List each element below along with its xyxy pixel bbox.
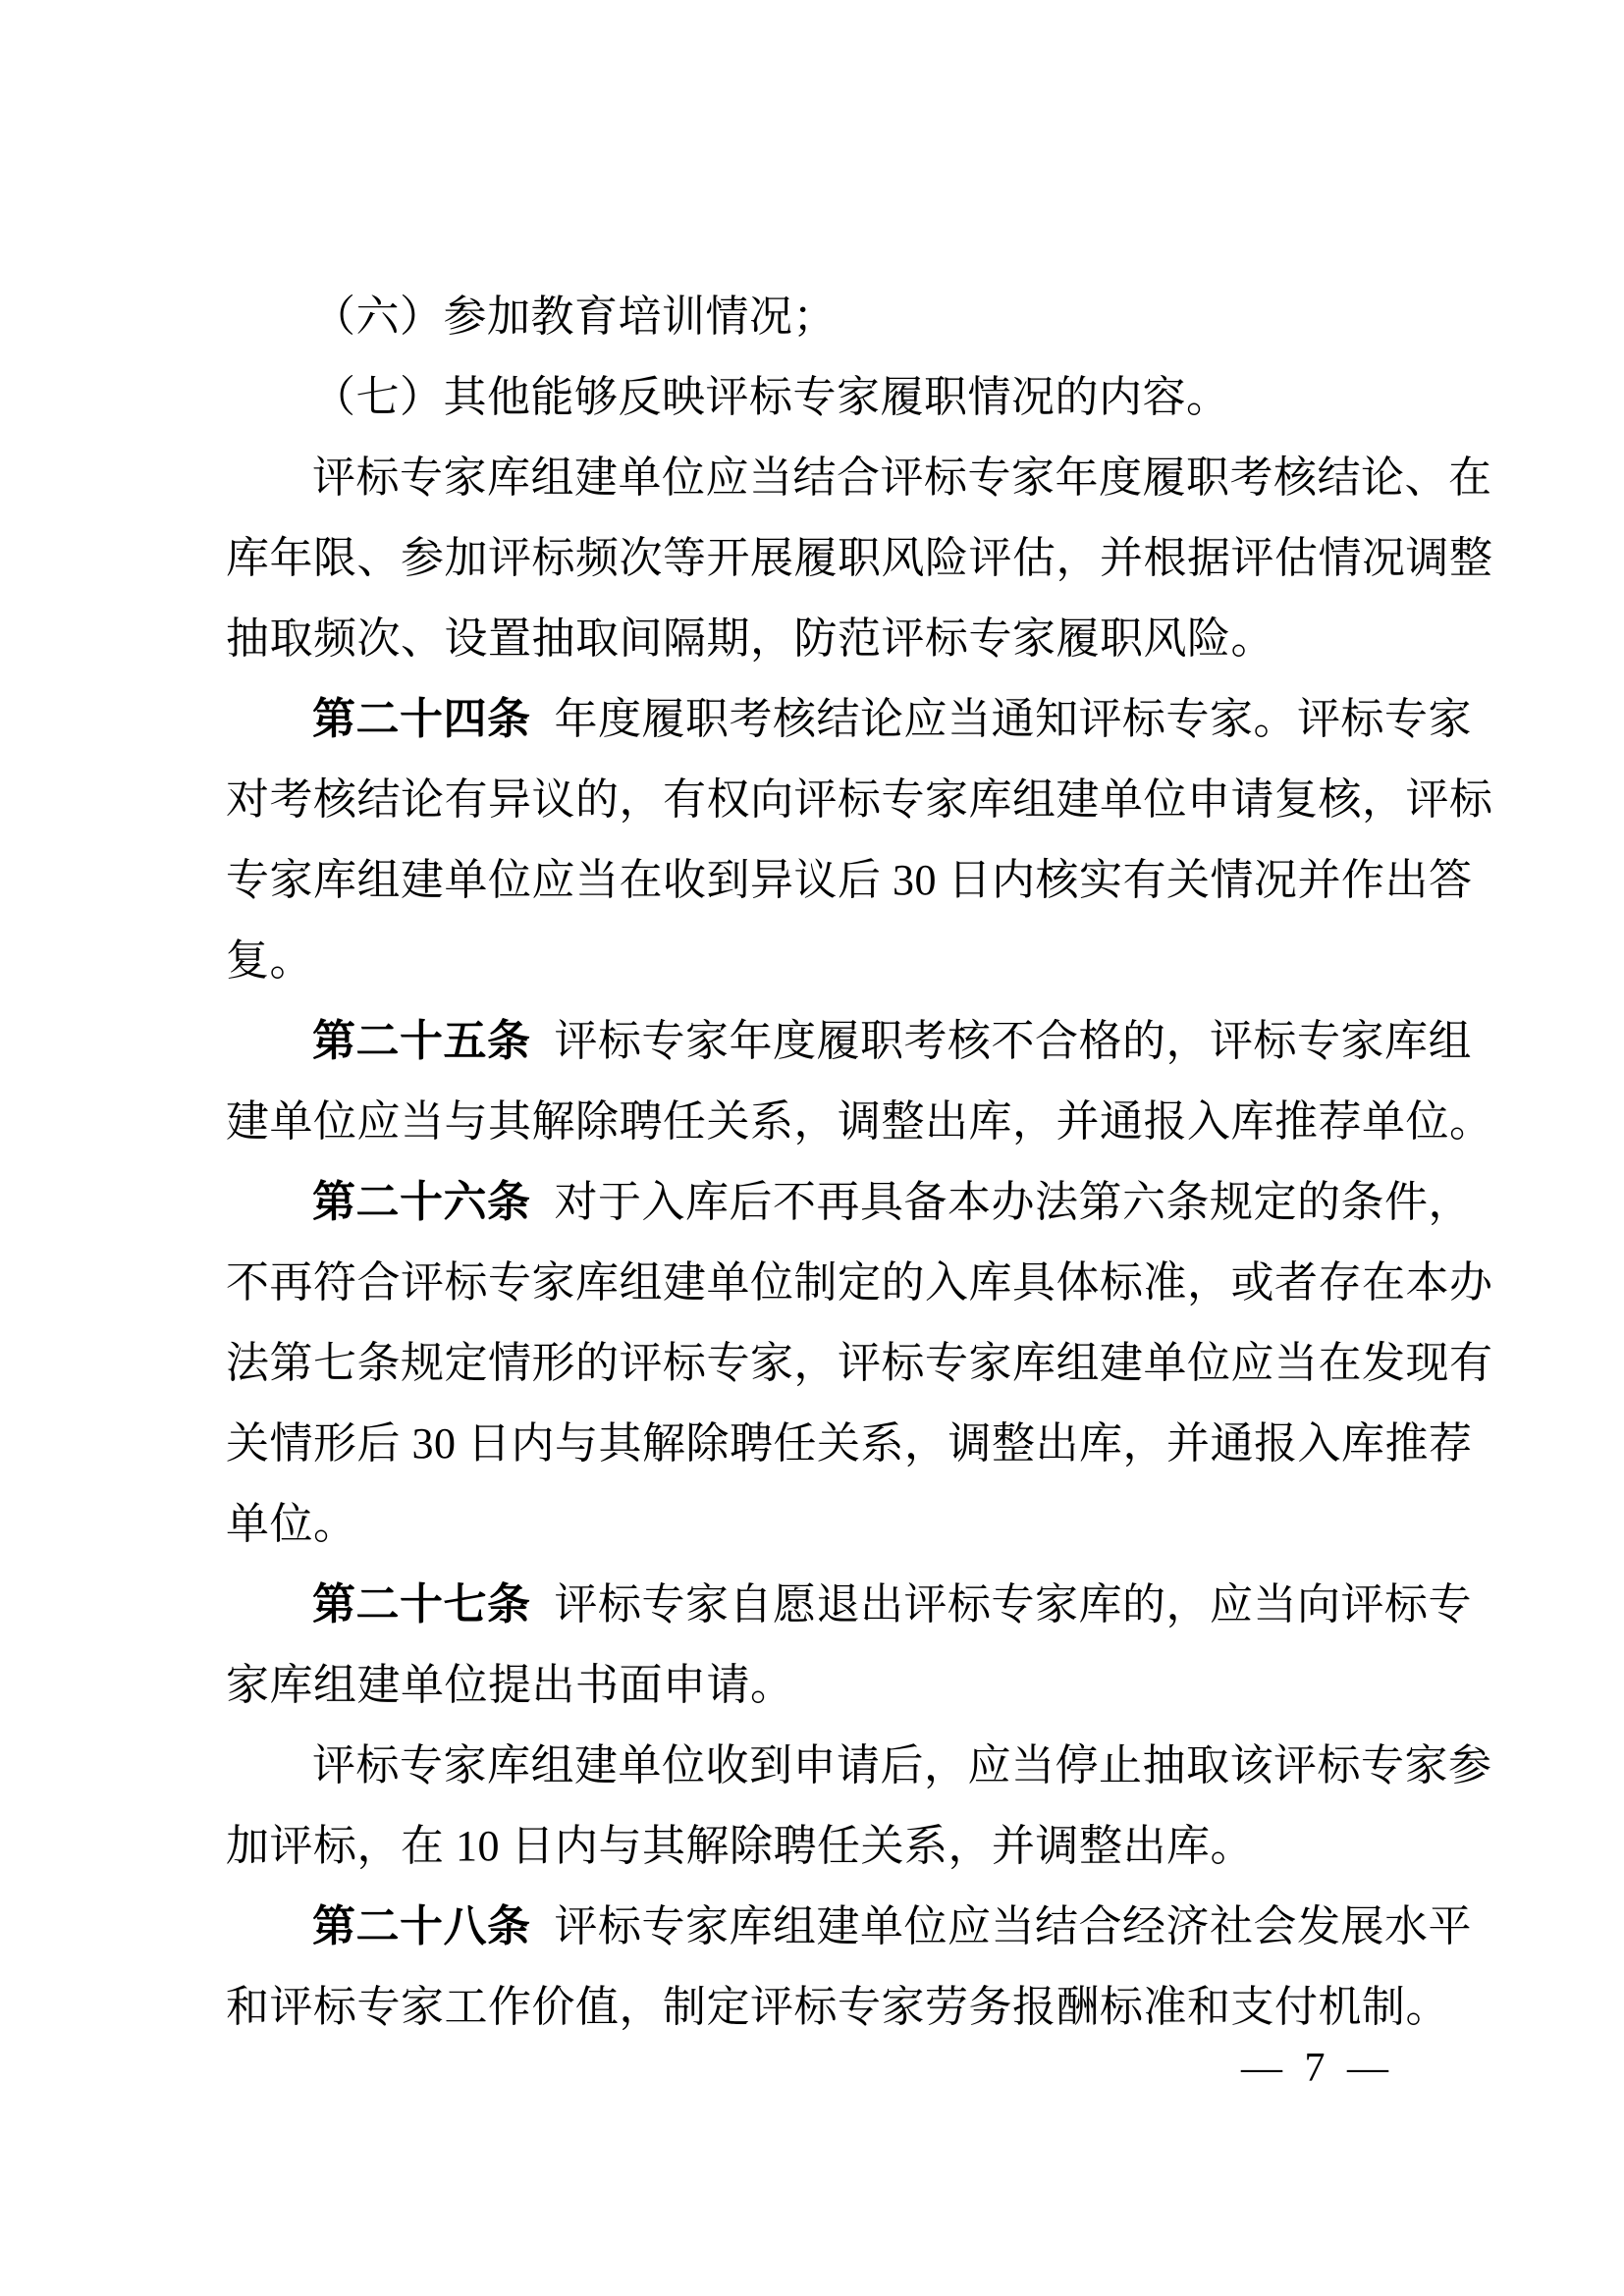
line-text: 单位。 [226, 1500, 357, 1548]
document-line [226, 1726, 1492, 1806]
document-line [226, 599, 1485, 679]
line-text: 不再符合评标专家库组建单位制定的入库具体标准，或者存在本办 [226, 1258, 1493, 1307]
line-text: 和评标专家工作价值，制定评标专家劳务报酬标准和支付机制。 [226, 1983, 1449, 2031]
line-text: 库年限、参加评标频次等开展履职风险评估，并根据评估情况调整 [226, 534, 1493, 582]
article-number: 第二十五条 [312, 1017, 531, 1065]
line-text: 法第七条规定情形的评标专家，评标专家库组建单位应当在发现有 [226, 1339, 1493, 1387]
line-text: 对考核结论有异议的，有权向评标专家库组建单位申请复核，评标 [226, 775, 1493, 824]
line-text: 关情形后 30 日内与其解除聘任关系，调整出库，并通报入库推荐 [226, 1419, 1473, 1468]
line-text: 专家库组建单位应当在收到异议后 30 日内核实有关情况并作出答 [226, 856, 1473, 904]
article-number: 第二十六条 [312, 1178, 531, 1226]
document-line [226, 1162, 1485, 1243]
line-text: 评标专家自愿退出评标专家库的，应当向评标专 [554, 1580, 1472, 1629]
document-line [226, 277, 1485, 357]
document-body [226, 0, 1493, 2048]
line-text: 加评标，在 10 日内与其解除聘任关系，并调整出库。 [226, 1822, 1254, 1870]
page-number: — 7 — [1241, 2046, 1394, 2091]
document-line [226, 1645, 1485, 1726]
article-number: 第二十七条 [312, 1580, 531, 1629]
line-text: 年度履职考核结论应当通知评标专家。评标专家 [554, 695, 1472, 743]
line-text: （七）其他能够反映评标专家履职情况的内容。 [312, 373, 1230, 421]
document-line [226, 1484, 1485, 1565]
line-text: 抽取频次、设置抽取间隔期，防范评标专家履职风险。 [226, 614, 1274, 663]
document-line [226, 1082, 1493, 1162]
line-text: 评标专家库组建单位应当结合经济社会发展水平 [554, 1902, 1472, 1950]
document-line [226, 1887, 1485, 1967]
document-line [226, 1001, 1485, 1082]
line-text: 对于入库后不再具备本办法第六条规定的条件， [554, 1178, 1472, 1226]
document-line [226, 840, 1485, 921]
document-line [226, 1243, 1493, 1323]
line-text: 评标专家库组建单位应当结合评标专家年度履职考核结论、在 [312, 454, 1492, 502]
document-line [226, 1806, 1485, 1887]
line-text: （六）参加教育培训情况； [312, 293, 837, 341]
article-number: 第二十四条 [312, 695, 531, 743]
document-line [226, 679, 1485, 760]
line-text: 复。 [226, 936, 313, 985]
document-line [226, 1565, 1485, 1645]
line-text: 家库组建单位提出书面申请。 [226, 1661, 794, 1709]
line-text: 评标专家年度履职考核不合格的，评标专家库组 [554, 1017, 1472, 1065]
document-line [226, 1404, 1485, 1484]
document-line [226, 438, 1492, 518]
document-line [226, 760, 1493, 840]
document-line [226, 1323, 1493, 1404]
line-text: 评标专家库组建单位收到申请后，应当停止抽取该评标专家参 [312, 1741, 1492, 1789]
document-line [226, 921, 1485, 1001]
article-number: 第二十八条 [312, 1902, 531, 1950]
document-line [226, 1967, 1485, 2048]
document-line [226, 357, 1485, 438]
document-line [226, 518, 1493, 599]
line-text: 建单位应当与其解除聘任关系，调整出库，并通报入库推荐单位。 [226, 1097, 1493, 1146]
